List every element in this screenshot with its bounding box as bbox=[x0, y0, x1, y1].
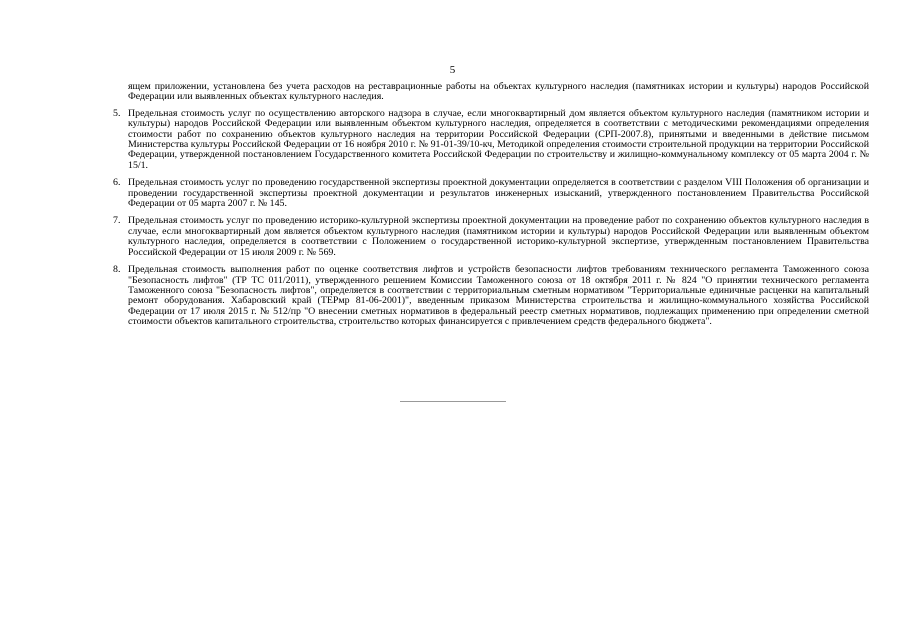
list-item-number: 7. bbox=[113, 215, 121, 227]
page-number: 5 bbox=[449, 64, 456, 76]
list-item-number: 6. bbox=[113, 177, 121, 189]
list-item-text: Предельная стоимость услуг по проведению историко-культурной экспертизы проектной документации на проведение работ по сохранению объектов культурного наследия в случае, если многоквартирный дом является объектом культурного наследия (памятником истории и культуры) народов Российской Федерации или выявленным объектом культурного наследия, определяется в соответствии с Положением о государственной историко-культурной экспертизе, утвержденным постановлением Правительства Российской Федерации от 15 июля 2009 г. № 569. bbox=[128, 215, 869, 258]
numbered-list bbox=[113, 109, 869, 328]
continuation-paragraph: ящем приложении, установлена без учета расходов на реставрационные работы на объектах культурного наследия (памятниках истории и культуры) народов Российской Федерации или выявленных объектах культурного наследия. bbox=[128, 81, 869, 103]
list-item-text: Предельная стоимость услуг по проведению государственной экспертизы проектной документации определяется в соответствии с разделом VIII Положения об организации и проведении государственной экспертизы проектной документации и результатов инженерных изысканий, утвержденного постановлением Правительства Российской Федерации от 05 марта 2007 г. № 145. bbox=[128, 177, 869, 210]
list-item-number: 8. bbox=[113, 264, 121, 276]
list-item-7 bbox=[113, 216, 869, 258]
list-item-6 bbox=[113, 178, 869, 209]
list-item-5 bbox=[113, 109, 869, 171]
document-body bbox=[113, 82, 869, 335]
list-item-8 bbox=[113, 265, 869, 327]
list-item-text: Предельная стоимость услуг по осуществлению авторского надзора в случае, если многоквартирный дом является объектом культурного наследия (памятником истории и культуры) народов Российской Федерации или выявленным объектом культурного наследия, определяется в соответствии с методическими рекомендациями определения стоимости работ по сохранению объектов культурного наследия на территории Российской Федерации (СРП-2007.8), принятыми и введенными в действие письмом Министерства культуры Российской Федерации от 16 ноября 2010 г. № 91-01-39/10-кч, Методикой определения стоимости строительной продукции на территории Российской Федерации, утвержденной постановлением Государственного комитета Российской Федерации по строительству и жилищно-коммунальному комплексу от 05 марта 2004 г. № 15/1. bbox=[128, 107, 869, 171]
list-item-text: Предельная стоимость выполнения работ по оценке соответствия лифтов и устройств безопасности лифтов требованиям технического регламента Таможенного союза "Безопасность лифтов" (ТР ТС 011/2011), утвержденного решением Комиссии Таможенного союза от 18 октября 2011 г. № 824 "О принятии технического регламента Таможенного союза "Безопасность лифтов", определяется в соответствии с территориальным сметным нормативом "Территориальные единичные расценки на капитальный ремонт оборудования. Хабаровский край (ТЕРмр 81-06-2001)", введенным приказом Министерства строительства и жилищно-коммунального хозяйства Российской Федерации от 17 июля 2015 г. № 512/пр "О внесении сметных нормативов в федеральный реестр сметных нормативов, подлежащих применению при определении сметной стоимости объектов капитального строительства, строительство которых финансируется с привлечением средств федерального бюджета". bbox=[128, 264, 869, 328]
footnote-separator bbox=[400, 401, 506, 402]
list-item-number: 5. bbox=[113, 107, 121, 119]
